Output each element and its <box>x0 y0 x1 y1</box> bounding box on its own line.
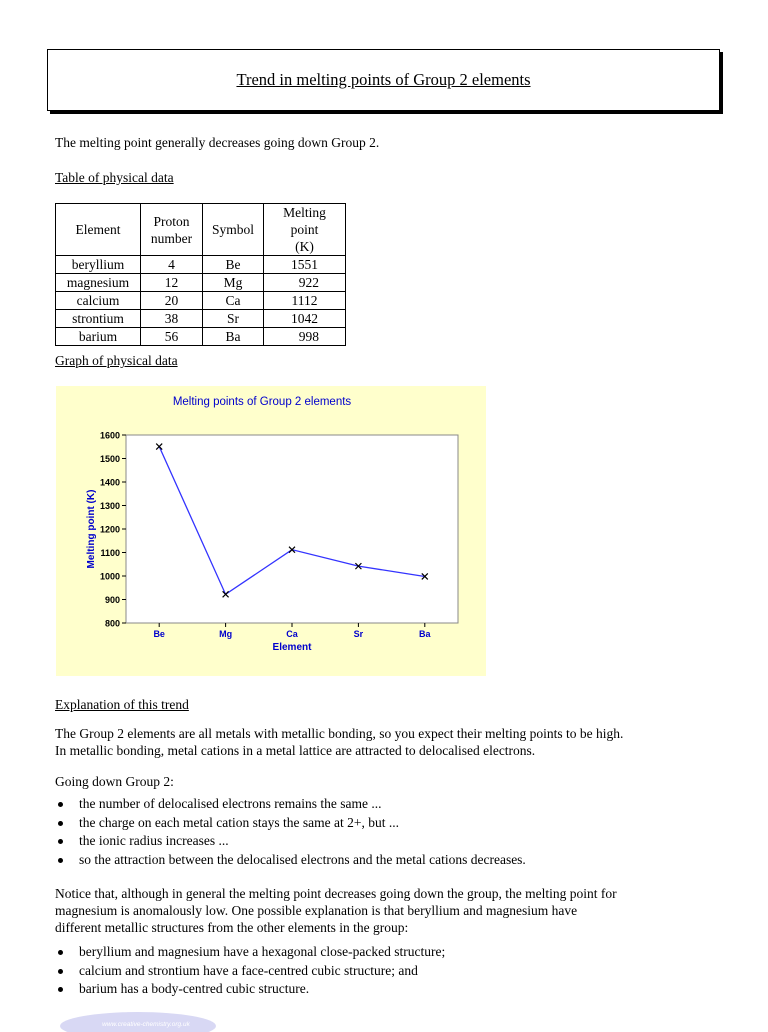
cell-proton: 20 <box>141 292 203 310</box>
y-tick-label: 1300 <box>99 501 120 511</box>
x-tick-label: Ca <box>286 629 298 639</box>
melting-point-chart <box>56 386 486 676</box>
list-item: calcium and strontium have a face-centred cubic structure; and <box>55 962 445 981</box>
chart-svg <box>56 386 486 676</box>
cell-melting-point: 922 <box>264 274 346 292</box>
cell-element: magnesium <box>56 274 141 292</box>
explanation-line-1: The Group 2 elements are all metals with metallic bonding, so you expect their melting points to be high. <box>55 726 624 741</box>
cell-element: barium <box>56 328 141 346</box>
x-tick-label: Be <box>153 629 165 639</box>
x-tick-label: Mg <box>219 629 233 639</box>
table-row <box>56 292 346 310</box>
list-item: the number of delocalised electrons remains the same ... <box>55 795 526 814</box>
svg-text:www.creative-chemistry.org.uk: www.creative-chemistry.org.uk <box>102 1021 190 1028</box>
cell-melting-point: 1551 <box>264 256 346 274</box>
table-row <box>56 328 346 346</box>
trend-bullet-list <box>55 795 526 869</box>
list-item: the charge on each metal cation stays the same at 2+, but ... <box>55 814 526 833</box>
explanation-heading: Explanation of this trend <box>55 697 189 712</box>
cell-proton: 4 <box>141 256 203 274</box>
y-tick-label: 800 <box>104 618 120 629</box>
list-item: so the attraction between the delocalised electrons and the metal cations decreases. <box>55 851 526 870</box>
page-title: Trend in melting points of Group 2 elements <box>236 70 531 89</box>
graph-heading: Graph of physical data <box>55 353 178 368</box>
notice-line-3: different metallic structures from the other elements in the group: <box>55 920 409 935</box>
intro-text: The melting point generally decreases going down Group 2. <box>55 135 380 150</box>
notice-line-2: magnesium is anomalously low. One possible explanation is that beryllium and magnesium have <box>55 903 578 918</box>
explanation-line-2: In metallic bonding, metal cations in a metal lattice are attracted to delocalised electrons. <box>55 743 536 758</box>
cell-symbol: Ba <box>203 328 264 346</box>
y-tick-label: 1000 <box>99 571 120 582</box>
header-element: Element <box>56 204 141 256</box>
going-down-text: Going down Group 2: <box>55 774 174 789</box>
cell-symbol: Be <box>203 256 264 274</box>
x-axis-label: Element <box>272 642 312 653</box>
header-symbol: Symbol <box>203 204 264 256</box>
cell-symbol: Mg <box>203 274 264 292</box>
header-proton: Proton number <box>141 204 203 256</box>
cell-element: strontium <box>56 310 141 328</box>
table-header-row <box>56 204 346 256</box>
chart-title: Melting points of Group 2 elements <box>172 396 352 408</box>
y-tick-label: 1500 <box>99 454 120 464</box>
table-row <box>56 274 346 292</box>
y-axis-label: Melting point (K) <box>86 489 97 569</box>
cell-melting-point: 1112 <box>264 292 346 310</box>
table-row <box>56 310 346 328</box>
cell-melting-point: 1042 <box>264 310 346 328</box>
list-item: the ionic radius increases ... <box>55 832 526 851</box>
cell-element: beryllium <box>56 256 141 274</box>
cell-melting-point: 998 <box>264 328 346 346</box>
list-item: beryllium and magnesium have a hexagonal close-packed structure; <box>55 943 445 962</box>
cell-element: calcium <box>56 292 141 310</box>
plot-area <box>126 435 458 623</box>
y-tick-label: 1400 <box>99 477 120 488</box>
table-row <box>56 256 346 274</box>
cell-proton: 56 <box>141 328 203 346</box>
x-tick-label: Ba <box>419 629 431 639</box>
title-box <box>47 49 720 111</box>
y-tick-label: 900 <box>104 595 120 605</box>
header-melting-point: Melting point (K) <box>264 204 346 256</box>
physical-data-table <box>55 203 346 346</box>
cell-proton: 12 <box>141 274 203 292</box>
notice-line-1: Notice that, although in general the melting point decreases going down the group, the melting point for <box>55 886 617 901</box>
structure-bullet-list <box>55 943 445 999</box>
y-tick-label: 1100 <box>100 548 120 558</box>
cell-proton: 38 <box>141 310 203 328</box>
cell-symbol: Ca <box>203 292 264 310</box>
y-tick-label: 1600 <box>99 430 120 441</box>
site-logo <box>58 1008 218 1032</box>
table-heading: Table of physical data <box>55 170 174 185</box>
cell-symbol: Sr <box>203 310 264 328</box>
list-item: barium has a body-centred cubic structure. <box>55 980 445 999</box>
x-tick-label: Sr <box>353 629 364 639</box>
y-tick-label: 1200 <box>99 524 120 535</box>
